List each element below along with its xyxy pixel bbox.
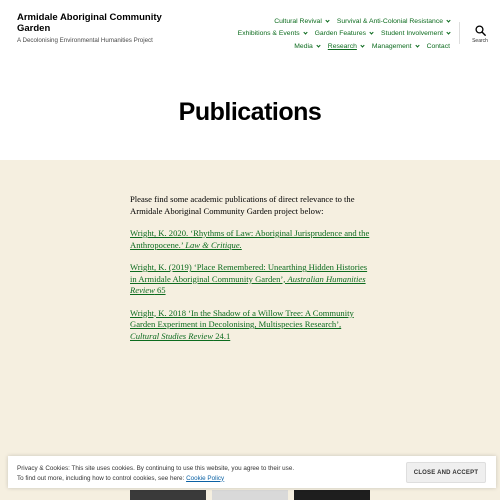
close-and-accept-button[interactable]: CLOSE AND ACCEPT <box>406 462 486 483</box>
nav-item-label: Student Involvement <box>381 30 443 38</box>
cookie-policy-link[interactable]: Cookie Policy <box>186 474 225 482</box>
publication-journal: Law & Critique. <box>185 239 242 250</box>
nav-item-management[interactable] <box>372 43 419 50</box>
publication-link[interactable] <box>130 228 369 250</box>
nav-row <box>180 28 450 41</box>
publication-item <box>130 228 370 251</box>
entry-content <box>130 194 370 353</box>
chevron-down-icon <box>360 43 364 47</box>
nav-item-contact[interactable] <box>427 43 450 50</box>
image-gallery <box>130 490 370 500</box>
publication-suffix: 24.1 <box>213 330 231 341</box>
publication-journal: Australian Humanities Review <box>130 273 366 295</box>
chevron-down-icon <box>369 31 373 35</box>
nav-row <box>180 40 450 53</box>
site-title[interactable]: Armidale Aboriginal Community Garden <box>17 12 162 34</box>
nav-item-label: Management <box>371 42 412 50</box>
nav-divider <box>459 22 460 44</box>
intro-paragraph: Please find some academic publications of direct relevance to the Armidale Aboriginal Community Garden project below: <box>130 194 355 216</box>
nav-item-survival[interactable] <box>337 18 450 25</box>
gallery-image[interactable] <box>212 490 288 500</box>
nav-item-media[interactable] <box>294 43 320 50</box>
chevron-down-icon <box>415 43 419 47</box>
cookie-notice-text <box>17 464 357 483</box>
nav-item-garden-features[interactable] <box>315 30 373 37</box>
nav-item-label: Cultural Revival <box>274 17 322 25</box>
publication-citation: Wright, K. 2020. ‘Rhythms of Law: Aboriginal Jurisprudence and the Anthropocene.’ <box>130 228 370 250</box>
cookie-notice-line <box>17 474 357 484</box>
search-icon <box>475 25 486 36</box>
nav-item-label: Research <box>327 42 357 50</box>
publication-link[interactable] <box>130 308 354 341</box>
nav-row <box>180 15 450 28</box>
nav-item-cultural-revival[interactable] <box>274 18 329 25</box>
nav-item-label: Garden Features <box>314 30 367 38</box>
nav-item-label: Media <box>294 42 313 50</box>
search-label: Search <box>472 38 488 44</box>
gallery-image[interactable] <box>130 490 206 500</box>
cookie-notice-line: Privacy & Cookies: This site uses cookies. By continuing to use this website, you agree to their use. <box>17 465 295 472</box>
search-toggle[interactable] <box>468 25 492 44</box>
nav-item-label: Survival & Anti-Colonial Resistance <box>336 17 443 25</box>
nav-item-label: Exhibitions & Events <box>237 30 300 38</box>
nav-item-label: Contact <box>426 42 450 50</box>
publication-citation: Wright, K. (2019) ‘Place Remembered: Unearthing Hidden Histories in Armidale Aboriginal Community Garden’, <box>130 262 368 284</box>
publication-link[interactable] <box>130 262 367 295</box>
cookie-banner <box>8 456 496 488</box>
publication-item <box>130 308 370 343</box>
publication-suffix: 65 <box>154 285 166 295</box>
primary-nav <box>180 15 450 53</box>
nav-item-student-involvement[interactable] <box>381 30 450 37</box>
cookie-notice-prefix: To find out more, including how to control cookies, see here: <box>17 474 187 482</box>
gallery-image[interactable] <box>294 490 370 500</box>
page-title: Publications <box>178 98 322 126</box>
chevron-down-icon <box>446 18 450 22</box>
chevron-down-icon <box>446 31 450 35</box>
site-description: A Decolonising Environmental Humanities Project <box>17 37 153 44</box>
chevron-down-icon <box>316 43 320 47</box>
nav-item-exhibitions[interactable] <box>238 30 307 37</box>
nav-item-research[interactable] <box>328 43 364 50</box>
chevron-down-icon <box>325 18 329 22</box>
publication-item <box>130 262 370 297</box>
chevron-down-icon <box>303 31 307 35</box>
publication-citation: Wright, K. 2018 ‘In the Shadow of a Willow Tree: A Community Garden Experiment in Decolonising, Multispecies Research’, <box>130 307 354 329</box>
publication-journal: Cultural Studies Review <box>130 330 214 341</box>
site-header <box>0 0 500 160</box>
